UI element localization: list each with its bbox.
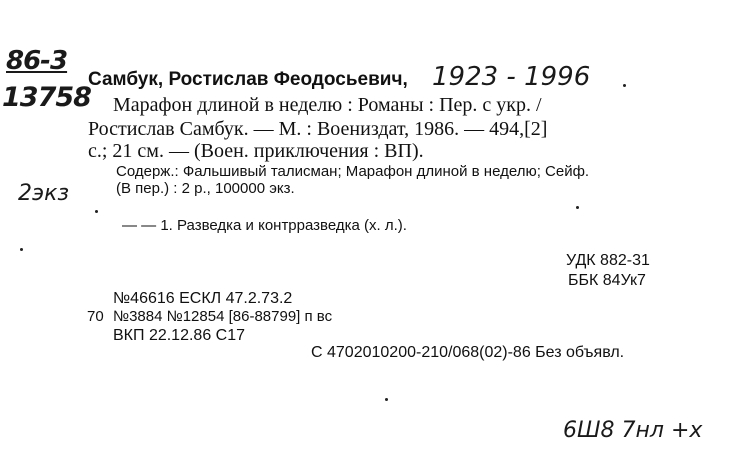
subject-entry: — — 1. Разведка и контрразведка (х. л.). (122, 217, 407, 234)
handwritten-copies: 2экз (18, 181, 70, 206)
control-line-1: №46616 ЕСКЛ 47.2.73.2 (113, 290, 293, 307)
handwritten-footer: 6Ш8 7нл +х (563, 418, 703, 443)
ink-speck (576, 206, 579, 209)
control-number-70: 70 (87, 308, 104, 325)
author-heading: Самбук, Ростислав Феодосьевич, (88, 69, 408, 90)
ink-speck (20, 248, 23, 251)
shelf-mark-top: 86-3 (6, 46, 68, 76)
udk-code: УДК 882-31 (566, 252, 650, 269)
ink-speck (95, 210, 98, 213)
handwritten-years: 1923 - 1996 (432, 62, 591, 92)
price-note: (В пер.) : 2 р., 100000 экз. (116, 180, 295, 197)
contents-note: Содерж.: Фальшивый талисман; Марафон длиной в неделю; Сейф. (116, 163, 590, 180)
ink-speck (385, 398, 388, 401)
control-line-3: ВКП 22.12.86 С17 (113, 327, 246, 344)
physical-description-line: с.; 21 см. — (Воен. приключения : ВП). (88, 140, 424, 162)
ink-speck (623, 84, 626, 87)
control-line-2: №3884 №12854 [86-88799] п вс (113, 308, 333, 325)
title-line: Марафон длиной в неделю : Романы : Пер. с укр. / (113, 94, 542, 116)
imprint-line: Ростислав Самбук. — М. : Воениздат, 1986. — 494,[2] (88, 118, 548, 140)
bbk-code: ББК 84Ук7 (568, 272, 646, 289)
isbn-line: С 4702010200-210/068(02)-86 Без объявл. (311, 344, 625, 361)
shelf-mark-bottom: 13758 (2, 82, 91, 113)
